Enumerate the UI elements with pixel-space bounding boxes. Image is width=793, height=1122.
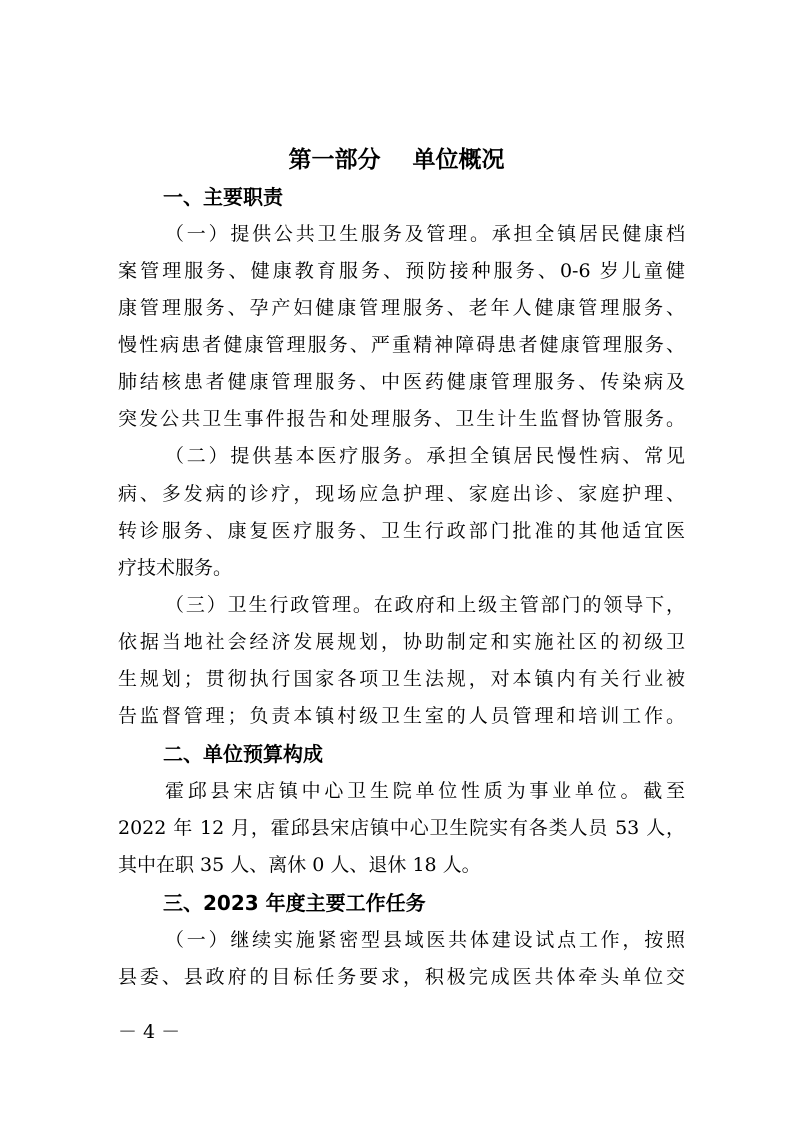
text-line: 慢性病患者健康管理服务、严重精神障碍患者健康管理服务、: [118, 334, 685, 356]
text-line: （二）提供基本医疗服务。承担全镇居民慢性病、常见: [165, 445, 685, 467]
text-line: 县委、县政府的目标任务要求，积极完成医共体牵头单位交: [118, 966, 685, 988]
text-line: 案管理服务、健康教育服务、预防接种服务、0-6 岁儿童健: [118, 260, 685, 282]
text-line: 病、多发病的诊疗，现场应急护理、家庭出诊、家庭护理、: [118, 483, 685, 505]
text-line: 肺结核患者健康管理服务、中医药健康管理服务、传染病及: [118, 371, 685, 393]
text-line: 突发公共卫生事件报告和处理服务、卫生计生监督协管服务。: [118, 408, 685, 430]
text-line: 霍邱县宋店镇中心卫生院单位性质为事业单位。截至: [165, 780, 685, 802]
text-line: 2022 年 12 月，霍邱县宋店镇中心卫生院实有各类人员 53 人，: [118, 817, 685, 839]
text-line: 其中在职 35 人、离休 0 人、退休 18 人。: [118, 854, 481, 876]
text-line: 告监督管理；负责本镇村级卫生室的人员管理和培训工作。: [118, 705, 685, 727]
text-line: 疗技术服务。: [118, 557, 233, 579]
text-line: 转诊服务、康复医疗服务、卫生行政部门批准的其他适宜医: [118, 520, 685, 542]
text-line: 生规划；贯彻执行国家各项卫生法规，对本镇内有关行业被: [118, 668, 685, 690]
text-line: （一）提供公共卫生服务及管理。承担全镇居民健康档: [165, 223, 685, 245]
section-heading-budget-structure: 二、单位预算构成: [163, 742, 323, 766]
section-heading-main-duties: 一、主要职责: [163, 185, 283, 209]
text-line: 依据当地社会经济发展规划，协助制定和实施社区的初级卫: [118, 631, 685, 653]
page-number: － 4 －: [118, 1021, 181, 1043]
page-title: 第一部分 单位概况: [288, 147, 505, 173]
section-heading-main-tasks: 三、2023 年度主要工作任务: [163, 891, 426, 915]
text-line: （三）卫生行政管理。在政府和上级主管部门的领导下，: [165, 594, 685, 616]
text-line: （一）继续实施紧密型县域医共体建设试点工作，按照: [165, 929, 685, 951]
text-line: 康管理服务、孕产妇健康管理服务、老年人健康管理服务、: [118, 297, 685, 319]
